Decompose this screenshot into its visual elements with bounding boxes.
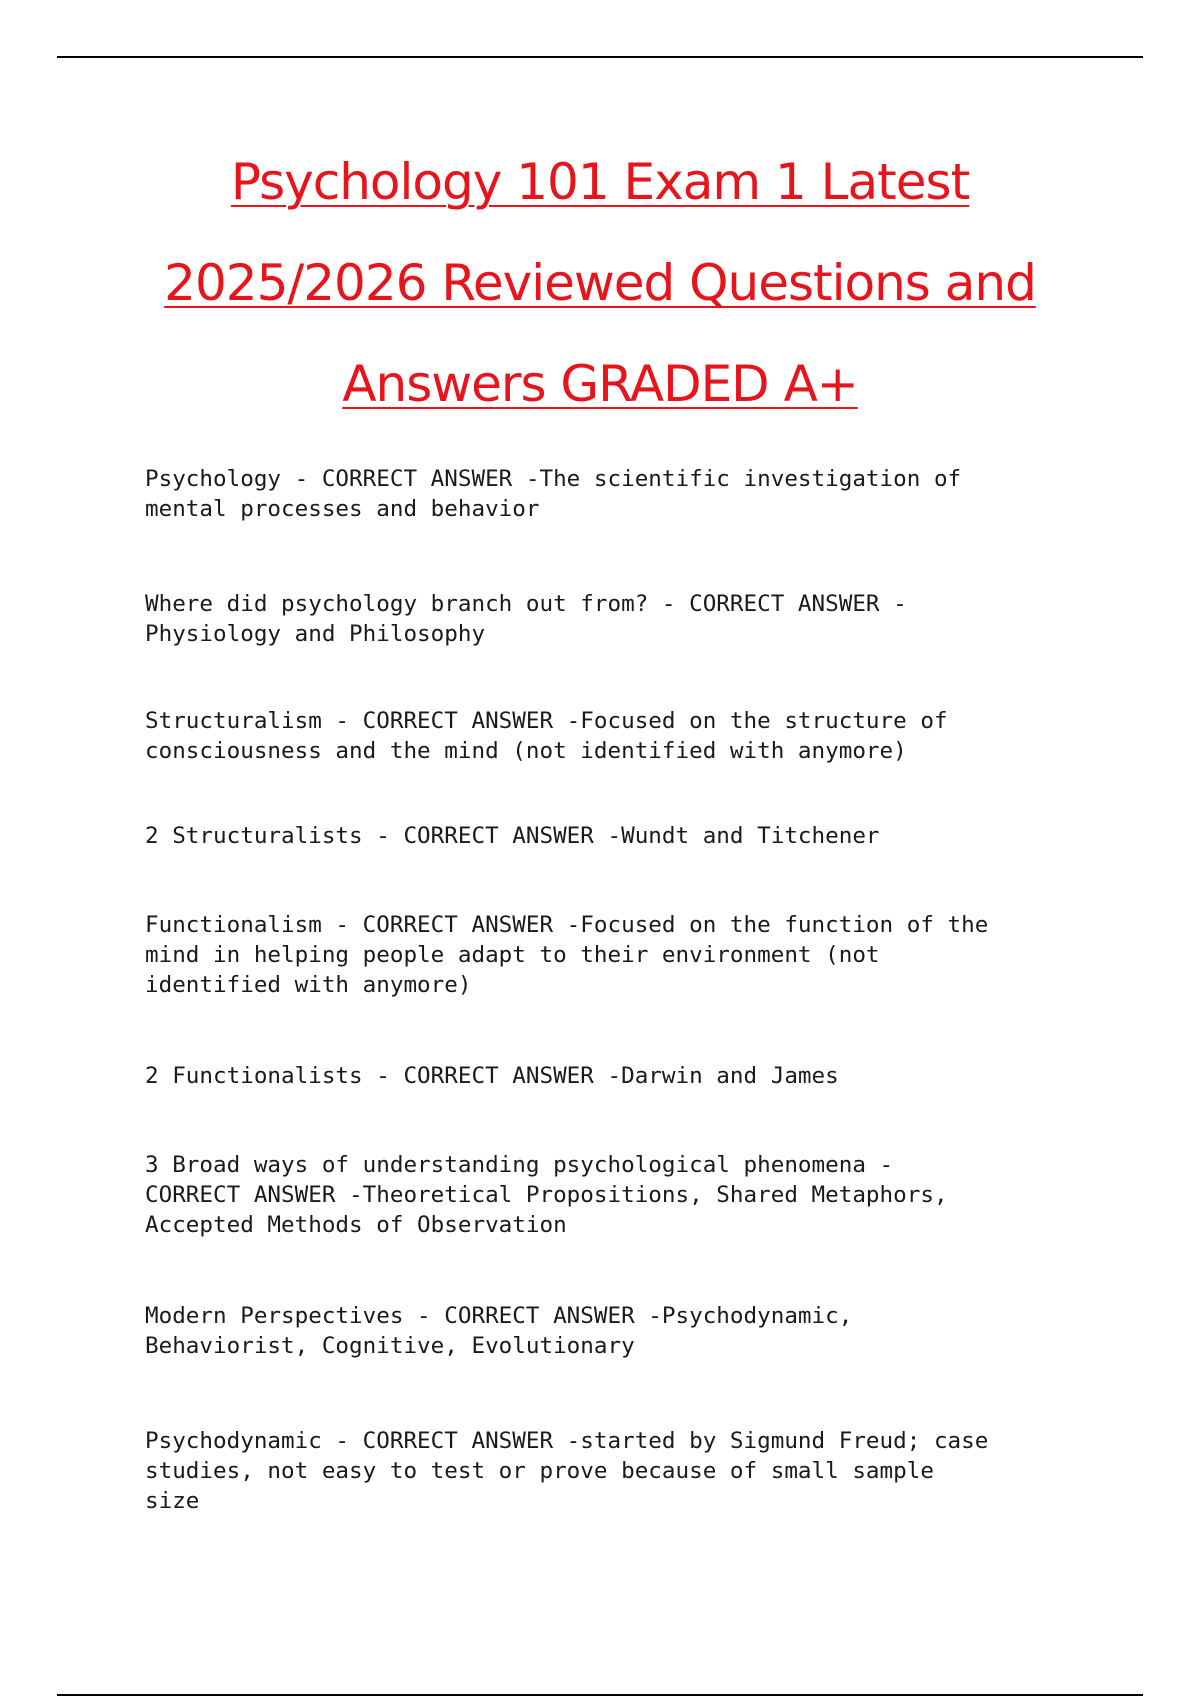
qa-item-functionalism: Functionalism - CORRECT ANSWER -Focused on the function of the mind in helping people adapt to their environment (not identified with anymore) [145, 912, 989, 998]
qa-item-psychology-origin: Where did psychology branch out from? - CORRECT ANSWER - Physiology and Philosophy [145, 591, 907, 647]
top-divider [57, 56, 1143, 58]
qa-item-psychology: Psychology - CORRECT ANSWER -The scientific investigation of mental processes and behavior [145, 466, 962, 522]
bottom-divider [57, 1694, 1143, 1696]
qa-item-structuralism: Structuralism - CORRECT ANSWER -Focused on the structure of consciousness and the mind (not identified with anymore) [145, 708, 948, 764]
qa-item-broad-ways: 3 Broad ways of understanding psychological phenomena - CORRECT ANSWER -Theoretical Propositions, Shared Metaphors, Accepted Methods of Observation [145, 1152, 948, 1238]
title-line-1: Psychology 101 Exam 1 Latest [230, 153, 970, 211]
document-title [100, 132, 1100, 435]
qa-item-psychodynamic: Psychodynamic - CORRECT ANSWER -started by Sigmund Freud; case studies, not easy to test or prove because of small sample size [145, 1428, 989, 1514]
qa-item-structuralists: 2 Structuralists - CORRECT ANSWER -Wundt and Titchener [145, 823, 880, 849]
title-line-3: Answers GRADED A+ [342, 355, 858, 413]
qa-item-modern-perspectives: Modern Perspectives - CORRECT ANSWER -Psychodynamic, Behaviorist, Cognitive, Evolutionary [145, 1303, 853, 1359]
qa-item-functionalists: 2 Functionalists - CORRECT ANSWER -Darwin and James [145, 1063, 839, 1089]
title-line-2: 2025/2026 Reviewed Questions and [164, 254, 1036, 312]
